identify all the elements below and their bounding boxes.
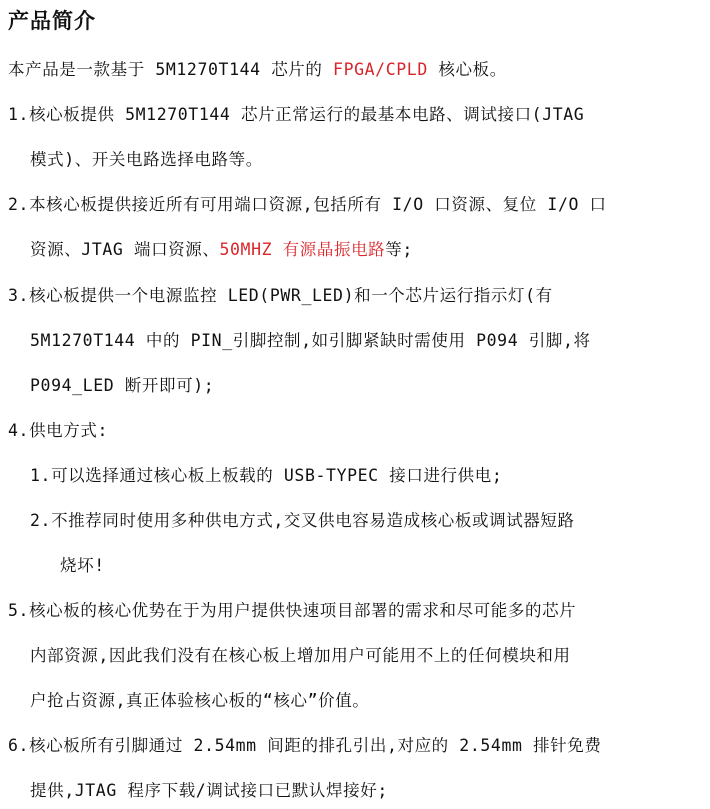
list-item-2-line-2	[30, 238, 413, 262]
list-item-6-line-2: 提供,JTAG 程序下载/调试接口已默认焊接好;	[30, 781, 388, 800]
list-item-3-line-2: 5M1270T144 中的 PIN_引脚控制,如引脚紧缺时需使用 P094 引脚,将	[30, 331, 591, 350]
intro-text: 本产品是一款基于 5M1270T144 芯片的	[8, 60, 334, 79]
sub-item-4-1: 1.可以选择通过核心板上板载的 USB-TYPEC 接口进行供电;	[30, 466, 503, 485]
list-item-6-line-1: 6.核心板所有引脚通过 2.54mm 间距的排孔引出,对应的 2.54mm 排针免费	[8, 736, 602, 755]
list-item-5-line-3: 户抢占资源,真正体验核心板的“核心”价值。	[30, 691, 370, 710]
intro-highlight: FPGA/CPLD	[333, 60, 428, 79]
list-item-1-line-2: 模式)、开关电路选择电路等。	[30, 150, 263, 169]
oscillator-highlight: 50MHZ 有源晶振电路	[219, 240, 386, 259]
intro-text-end: 核心板。	[427, 60, 507, 79]
list-item-2-line-1: 2.本核心板提供接近所有可用端口资源,包括所有 I/O 口资源、复位 I/O 口	[8, 195, 607, 214]
list-item-2-text-end: 等;	[385, 240, 413, 259]
list-item-3-line-1: 3.核心板提供一个电源监控 LED(PWR_LED)和一个芯片运行指示灯(有	[8, 286, 553, 305]
list-item-5-line-2: 内部资源,因此我们没有在核心板上增加用户可能用不上的任何模块和用	[30, 646, 571, 665]
list-item-1-line-1: 1.核心板提供 5M1270T144 芯片正常运行的最基本电路、调试接口(JTAG	[8, 105, 585, 124]
page-title: 产品简介	[8, 9, 96, 33]
sub-item-4-2-line-2: 烧坏!	[60, 556, 105, 575]
list-item-3-line-3: P094_LED 断开即可);	[30, 376, 215, 395]
list-item-4-line-1: 4.供电方式:	[8, 421, 109, 440]
sub-item-4-2-line-1: 2.不推荐同时使用多种供电方式,交叉供电容易造成核心板或调试器短路	[30, 511, 575, 530]
list-item-2-text: 资源、JTAG 端口资源、	[30, 240, 220, 259]
list-item-5-line-1: 5.核心板的核心优势在于为用户提供快速项目部署的需求和尽可能多的芯片	[8, 601, 577, 620]
intro-paragraph	[8, 58, 507, 82]
